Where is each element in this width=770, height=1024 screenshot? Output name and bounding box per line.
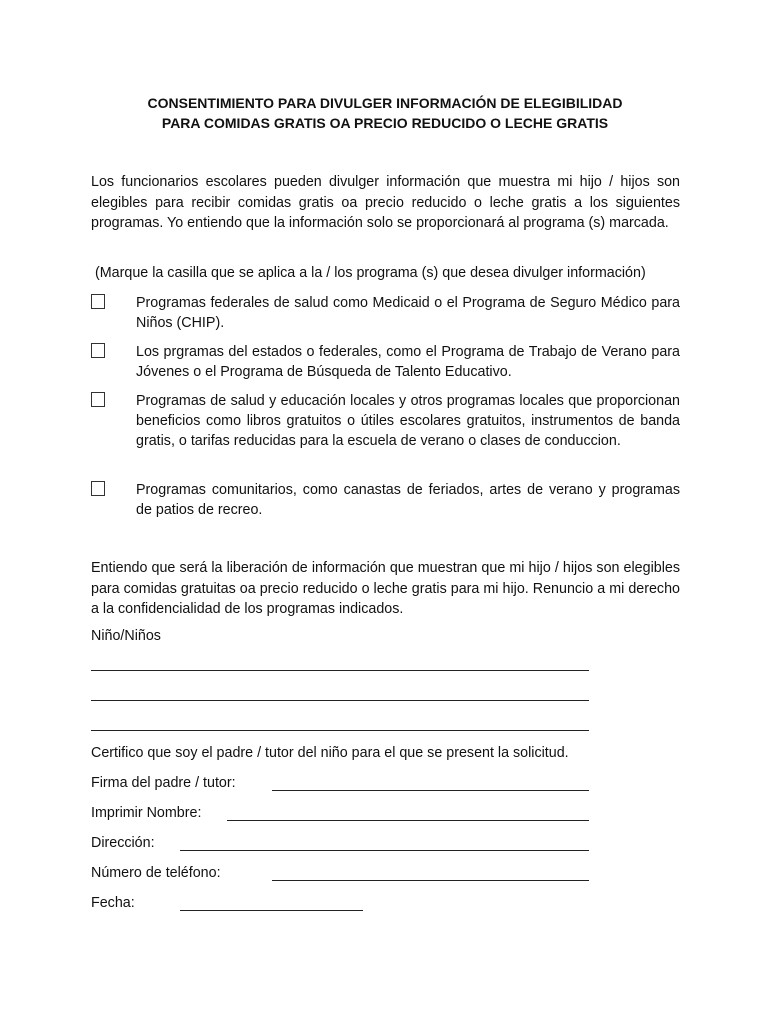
certification-statement: Certifico que soy el padre / tutor del niño para el que se present la solicitud. <box>91 745 569 761</box>
option-label: Los prgramas del estados o federales, como el Programa de Trabajo de Verano para Jóvenes o el Programa de Búsqueda de Talento Educativo. <box>136 344 680 380</box>
option-label: Programas de salud y educación locales y otros programas locales que proporcionan beneficios como libros gratuitos o útiles escolares gratuitos, instrumentos de banda gratis, o tarifas reducidas para la escuela de verano o clases de conduccion. <box>136 393 680 449</box>
print-name-field[interactable] <box>227 820 589 821</box>
children-label: Niño/Niños <box>91 628 161 644</box>
local-health-education-checkbox[interactable] <box>91 392 105 407</box>
child-name-line-3[interactable] <box>91 730 589 731</box>
phone-label: Número de teléfono: <box>91 865 221 881</box>
date-field[interactable] <box>180 910 363 911</box>
intro-paragraph: Los funcionarios escolares pueden divulger información que muestra mi hijo / hijos son elegibles para recibir comidas gratis oa precio reducido o leche gratis a los siguientes programas. Yo entiendo que la información solo se proporcionará al programa (s) marcada. <box>91 174 680 231</box>
form-title-line-2: PARA COMIDAS GRATIS OA PRECIO REDUCIDO O LECHE GRATIS <box>161 115 609 131</box>
checkbox-instruction: (Marque la casilla que se aplica a la / los programa (s) que desea divulger información) <box>95 265 646 281</box>
form-title <box>0 93 770 133</box>
date-label: Fecha: <box>91 895 135 911</box>
option-label: Programas comunitarios, como canastas de feriados, artes de verano y programas de patios de recreo. <box>136 482 680 518</box>
release-paragraph: Entiendo que será la liberación de información que muestran que mi hijo / hijos son elegibles para comidas gratuitas oa precio reducido o leche gratis para mi hijo. Renuncio a mi derecho a la confidencialidad de los programas indicados. <box>91 560 680 617</box>
address-field[interactable] <box>180 850 589 851</box>
option-label: Programas federales de salud como Medicaid o el Programa de Seguro Médico para Niños (CHIP). <box>136 295 680 331</box>
community-checkbox[interactable] <box>91 481 105 496</box>
child-name-line-1[interactable] <box>91 670 589 671</box>
form-title-line-1: CONSENTIMIENTO PARA DIVULGER INFORMACIÓN DE ELEGIBILIDAD <box>147 95 623 111</box>
child-name-line-2[interactable] <box>91 700 589 701</box>
address-label: Dirección: <box>91 835 155 851</box>
signature-field[interactable] <box>272 790 589 791</box>
phone-field[interactable] <box>272 880 589 881</box>
federal-health-checkbox[interactable] <box>91 294 105 309</box>
state-federal-checkbox[interactable] <box>91 343 105 358</box>
print-name-label: Imprimir Nombre: <box>91 805 202 821</box>
signature-label: Firma del padre / tutor: <box>91 775 236 791</box>
